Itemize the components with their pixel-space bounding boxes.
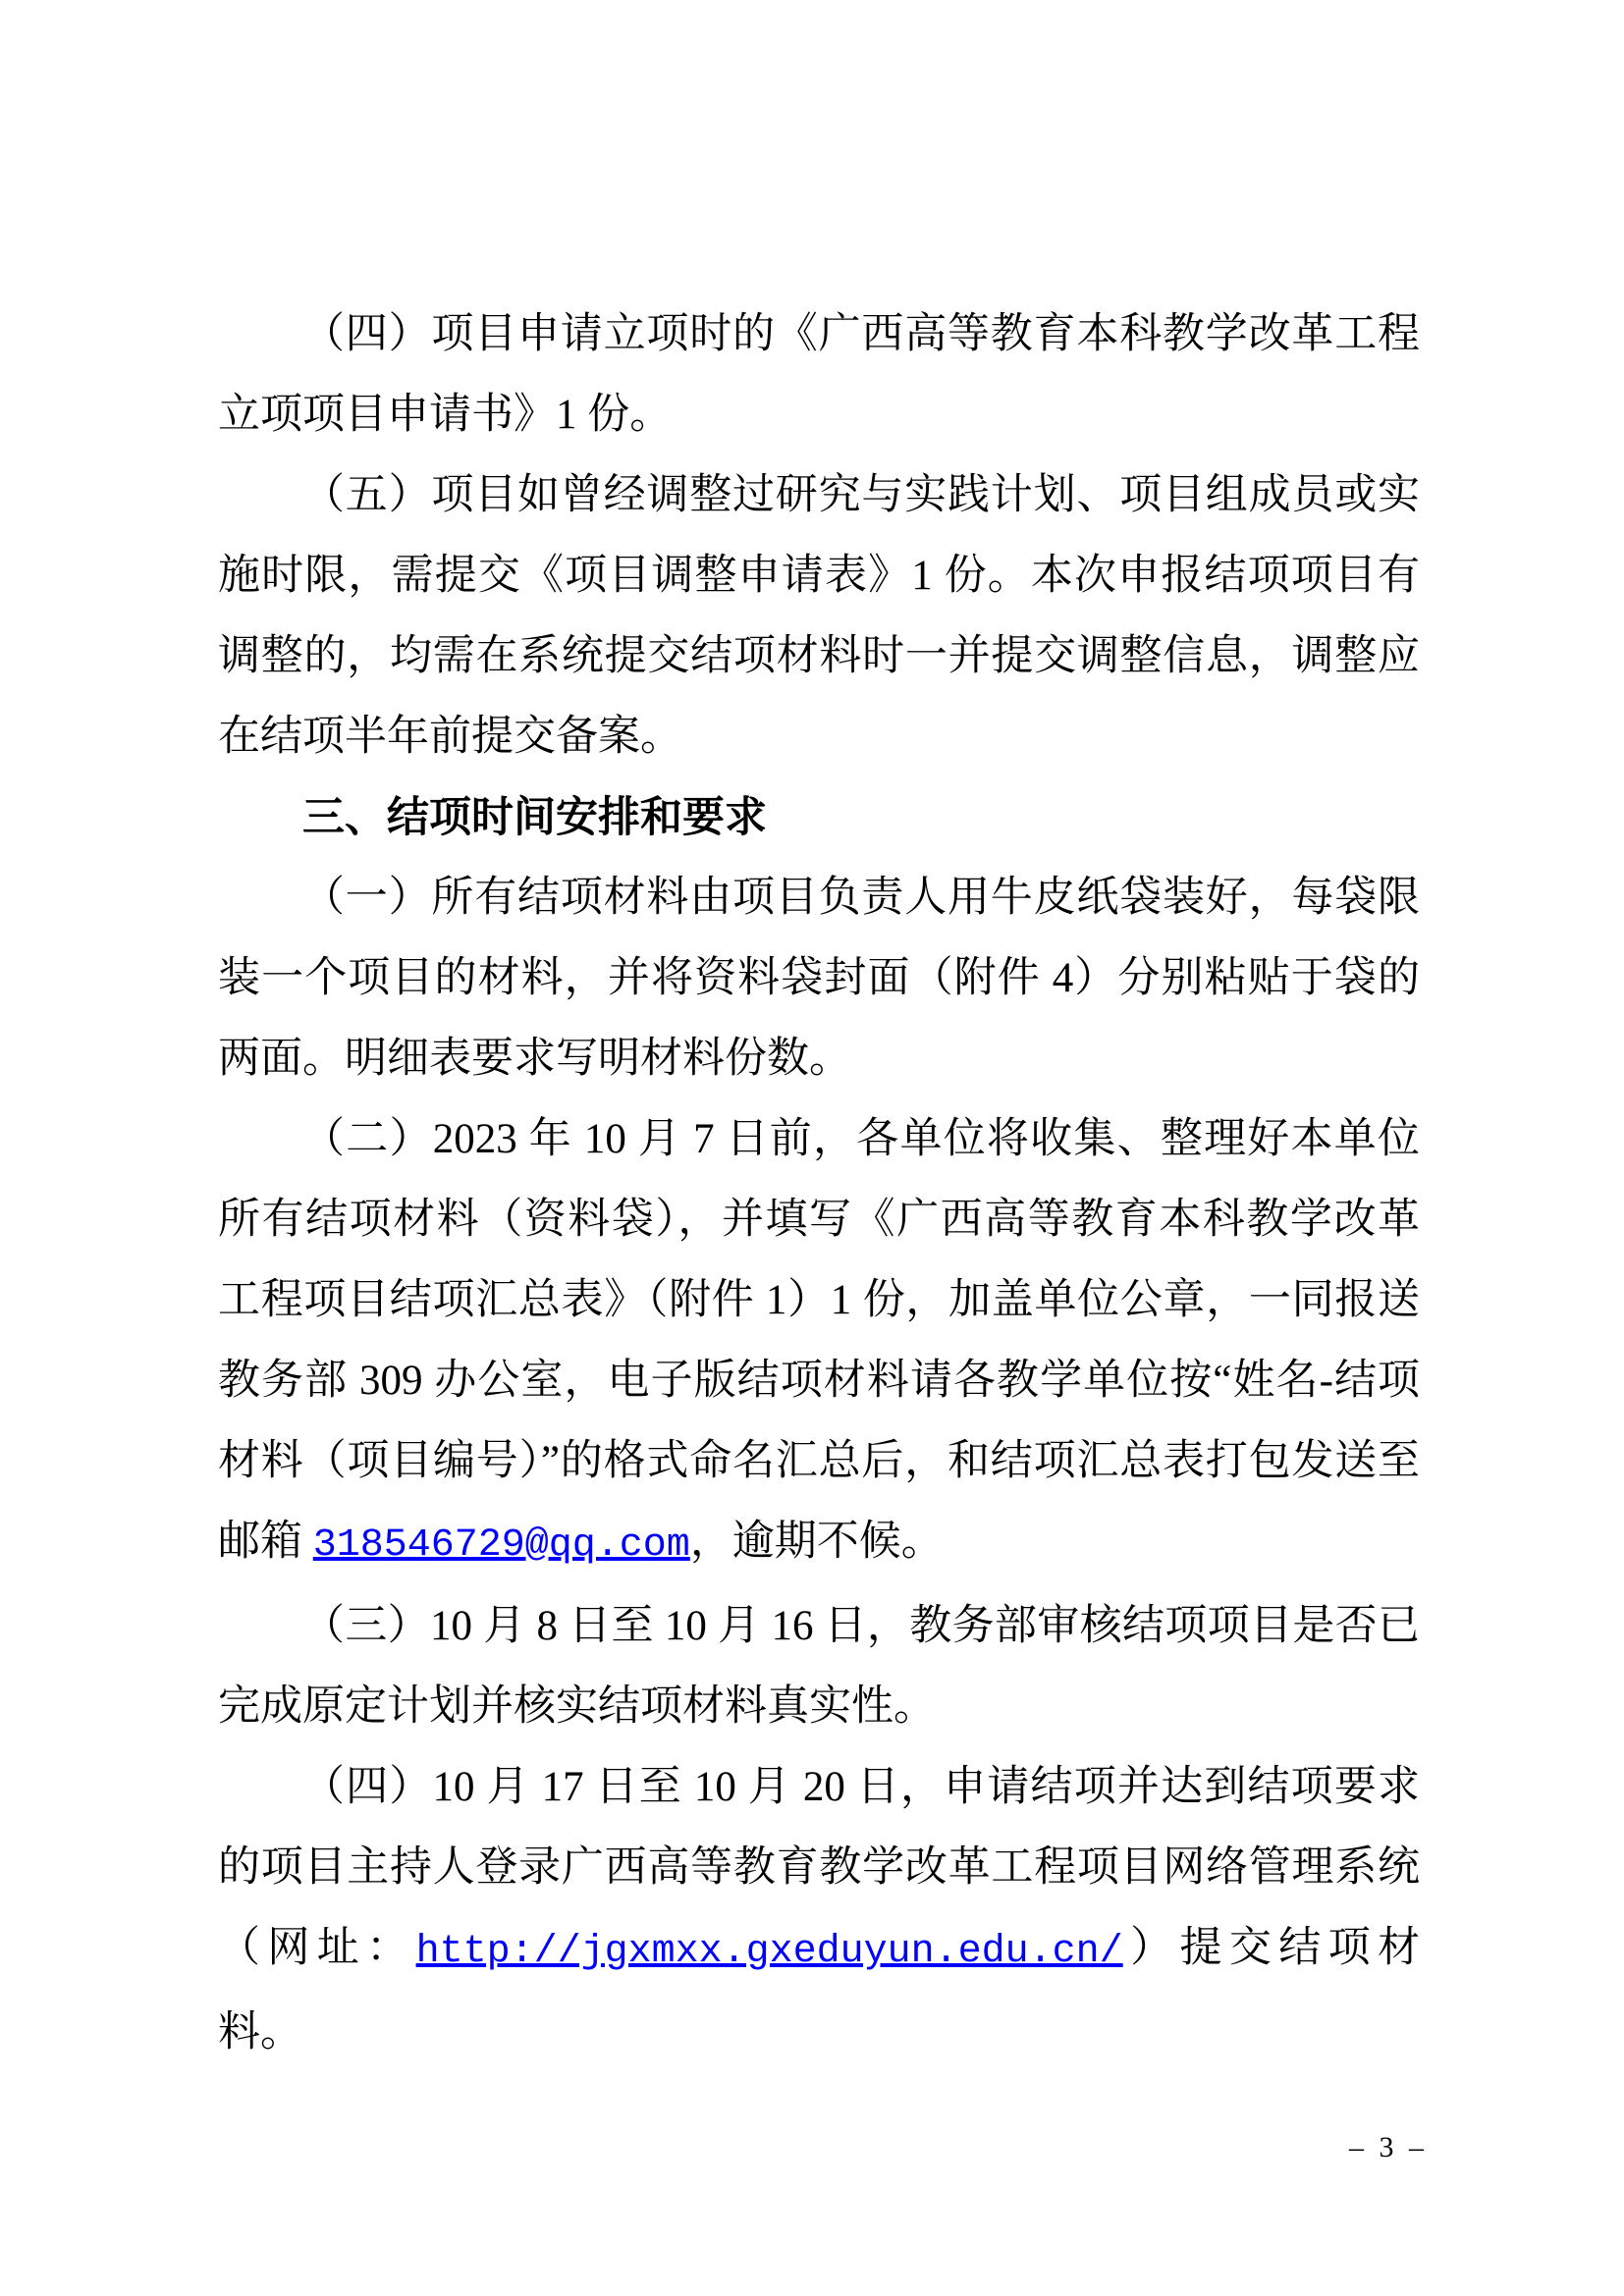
text-run: （三）10 月 8 日至 10 月 16 日，教务部审核结项项目是否已完成原定计划并核实结项材料真实性。 xyxy=(218,1603,1420,1730)
text-run: 三、结项时间安排和要求 xyxy=(302,794,767,841)
text-run: ，逾期不候。 xyxy=(689,1519,944,1565)
document-body xyxy=(218,294,1420,2073)
paragraph xyxy=(218,294,1420,455)
paragraph xyxy=(218,1586,1420,1747)
url-link[interactable]: http://jgxmxx.gxeduyun.edu.cn/ xyxy=(415,1930,1123,1974)
page-number: – 3 – xyxy=(1349,2131,1428,2163)
paragraph xyxy=(218,858,1420,1099)
paragraph xyxy=(218,1747,1420,2073)
text-run: （四）项目申请立项时的《广西高等教育本科教学改革工程立项项目申请书》1 份。 xyxy=(218,311,1420,438)
paragraph xyxy=(218,1099,1420,1586)
text-run: （一）所有结项材料由项目负责人用牛皮纸袋装好，每袋限装一个项目的材料，并将资料袋封面（附件 4）分别粘贴于袋的两面。明细表要求写明材料份数。 xyxy=(218,875,1420,1082)
text-run: （五）项目如曾经调整过研究与实践计划、项目组成员或实施时限，需提交《项目调整申请表》1 份。本次申报结项项目有调整的，均需在系统提交结项材料时一并提交调整信息，调整应在结项半年前提交备案。 xyxy=(218,472,1420,760)
section-heading xyxy=(218,777,1420,858)
text-run: ）提交结项材料。 xyxy=(218,1925,1421,2056)
text-run: （四）10 月 17 日至 10 月 20 日，申请结项并达到结项要求的项目主持人登录广西高等教育教学改革工程项目网络管理系统（网址： xyxy=(218,1764,1420,1971)
text-run: （二）2023 年 10 月 7 日前，各单位将收集、整理好本单位所有结项材料（资料袋），并填写《广西高等教育本科教学改革工程项目结项汇总表》（附件 1）1 份，加盖单位公章，一同报送教务部 309 办公室，电子版结项材料请各教学单位按“姓名-结项材料（项目编号）”的格式命名汇总后，和结项汇总表打包发送至邮箱 xyxy=(218,1116,1420,1565)
paragraph xyxy=(218,455,1420,777)
email-link[interactable]: 318546729@qq.com xyxy=(312,1523,690,1568)
